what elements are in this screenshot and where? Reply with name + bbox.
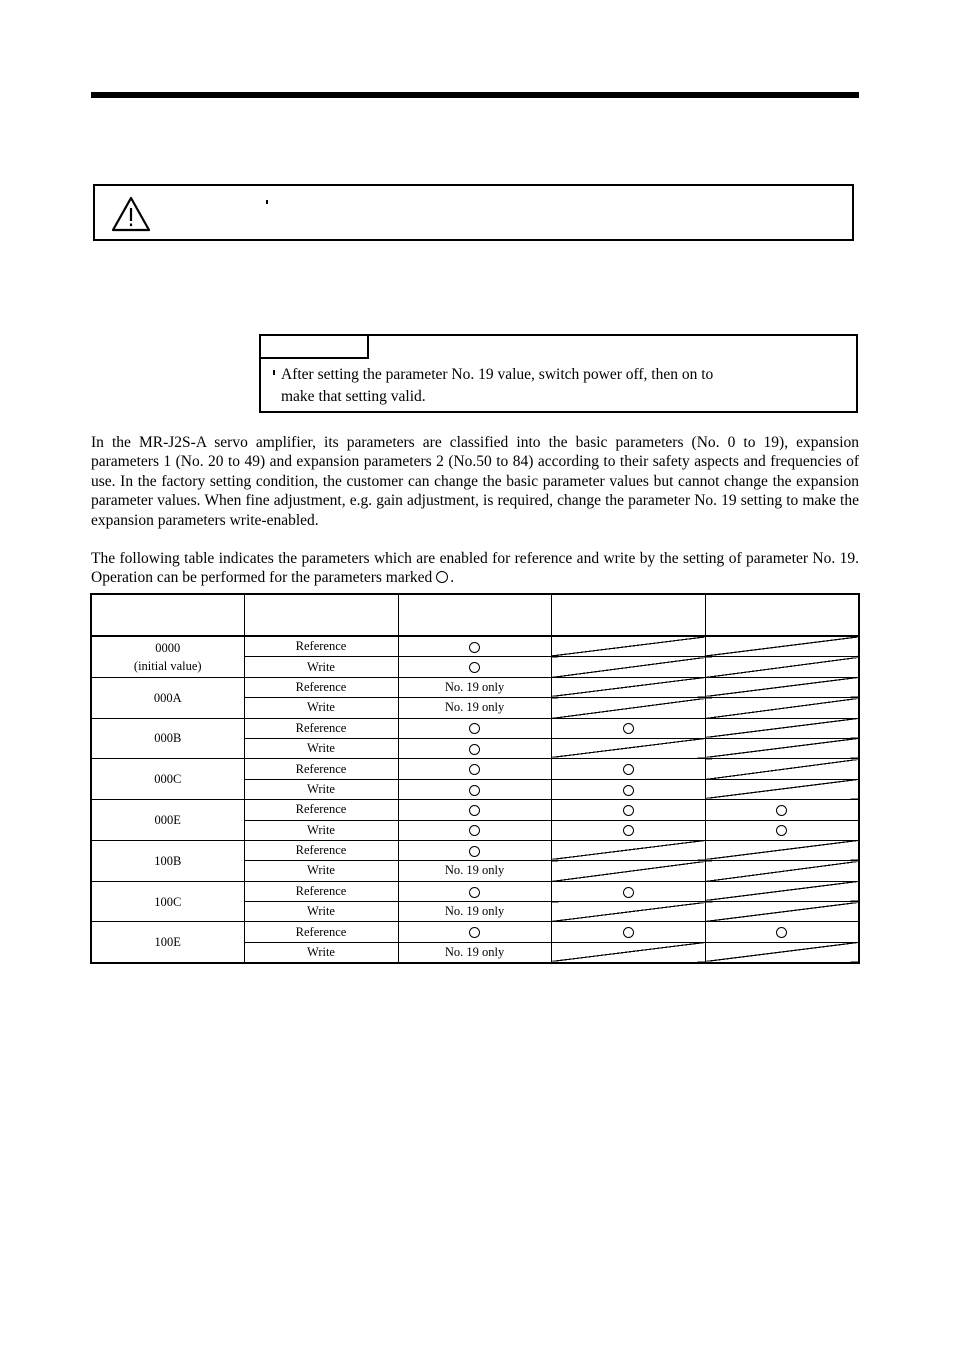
setting-value: 000A [153, 690, 182, 705]
operation-cell: Write [244, 738, 398, 758]
warning-triangle-icon [111, 196, 151, 232]
not-applicable-cell [705, 677, 859, 697]
caution-box [93, 184, 854, 241]
not-applicable-cell [551, 840, 705, 860]
setting-note: (initial value) [133, 658, 202, 673]
circle-mark-icon [469, 805, 480, 816]
table-intro-paragraph [91, 549, 859, 588]
not-applicable-cell [551, 861, 705, 881]
not-applicable-cell [705, 657, 859, 677]
operation-cell: Reference [244, 718, 398, 738]
circle-mark-icon [469, 785, 480, 796]
operation-cell: Write [244, 820, 398, 840]
not-applicable-cell [705, 779, 859, 799]
setting-value-cell [91, 677, 244, 718]
setting-value-cell [91, 800, 244, 841]
setting-value-cell [91, 840, 244, 881]
not-applicable-cell [705, 718, 859, 738]
operation-cell: Reference [244, 881, 398, 901]
circle-mark-icon [469, 825, 480, 836]
circle-mark-icon [623, 805, 634, 816]
enabled-cell [398, 820, 551, 840]
operation-cell: Write [244, 779, 398, 799]
circle-mark-icon [469, 723, 480, 734]
not-applicable-cell [705, 861, 859, 881]
point-bullet [273, 370, 275, 375]
operation-cell: Write [244, 902, 398, 922]
not-applicable-cell [705, 881, 859, 901]
table-row [91, 636, 859, 657]
access-note-cell: No. 19 only [398, 902, 551, 922]
point-note-line2: make that setting valid. [281, 388, 426, 405]
circle-mark-icon [776, 805, 787, 816]
setting-value: 0000 [155, 640, 181, 655]
table-row [91, 718, 859, 738]
enabled-cell [551, 718, 705, 738]
enabled-cell [398, 738, 551, 758]
enabled-cell [551, 779, 705, 799]
operation-cell: Reference [244, 677, 398, 697]
circle-mark-icon [623, 723, 634, 734]
not-applicable-cell [705, 902, 859, 922]
enabled-cell [398, 881, 551, 901]
circle-mark-icon [776, 825, 787, 836]
enabled-cell [551, 922, 705, 942]
circle-mark-icon [623, 764, 634, 775]
circle-mark-icon [436, 571, 448, 583]
enabled-cell [398, 779, 551, 799]
enabled-cell [398, 759, 551, 779]
circle-mark-icon [469, 846, 480, 857]
table-row [91, 840, 859, 860]
table-row [91, 759, 859, 779]
header-cell [551, 594, 705, 636]
enabled-cell [398, 922, 551, 942]
table-row [91, 922, 859, 942]
not-applicable-cell [551, 698, 705, 718]
setting-value: 100C [154, 894, 182, 909]
circle-mark-icon [623, 825, 634, 836]
enabled-cell [551, 881, 705, 901]
enabled-cell [398, 636, 551, 657]
setting-value-cell [91, 718, 244, 759]
setting-value: 000C [154, 772, 182, 787]
not-applicable-cell [705, 636, 859, 657]
enabled-cell [705, 800, 859, 820]
access-note-cell: No. 19 only [398, 677, 551, 697]
operation-cell: Write [244, 861, 398, 881]
circle-mark-icon [469, 642, 480, 653]
not-applicable-cell [551, 636, 705, 657]
point-note-line1: After setting the parameter No. 19 value, switch power off, then on to [281, 366, 714, 383]
point-box [259, 334, 858, 413]
not-applicable-cell [705, 759, 859, 779]
access-note-cell: No. 19 only [398, 861, 551, 881]
enabled-cell [705, 820, 859, 840]
setting-value-cell [91, 759, 244, 800]
top-rule [91, 92, 859, 98]
enabled-cell [398, 840, 551, 860]
operation-cell: Reference [244, 840, 398, 860]
not-applicable-cell [705, 698, 859, 718]
not-applicable-cell [551, 738, 705, 758]
header-cell [398, 594, 551, 636]
header-cell [244, 594, 398, 636]
not-applicable-cell [551, 942, 705, 963]
circle-mark-icon [469, 662, 480, 673]
not-applicable-cell [705, 738, 859, 758]
enabled-cell [398, 718, 551, 738]
access-note-cell: No. 19 only [398, 698, 551, 718]
enabled-cell [551, 820, 705, 840]
circle-mark-icon [623, 887, 634, 898]
operation-cell: Reference [244, 800, 398, 820]
enabled-cell [705, 922, 859, 942]
not-applicable-cell [551, 677, 705, 697]
enabled-cell [398, 800, 551, 820]
point-tab [261, 336, 369, 359]
not-applicable-cell [551, 902, 705, 922]
operation-cell: Write [244, 698, 398, 718]
header-cell [91, 594, 244, 636]
caution-bullet [266, 200, 268, 204]
circle-mark-icon [623, 785, 634, 796]
setting-value: 100E [154, 935, 181, 950]
operation-cell: Reference [244, 922, 398, 942]
table-intro-text: The following table indicates the parameters which are enabled for reference and write by the setting of parameter No. 19. Operation can be performed for the parameters marked [91, 550, 859, 587]
operation-cell: Write [244, 942, 398, 963]
circle-mark-icon [469, 887, 480, 898]
setting-value-cell [91, 881, 244, 922]
circle-mark-icon [623, 927, 634, 938]
table-row [91, 800, 859, 820]
point-note [281, 364, 841, 408]
table-intro-end: . [450, 569, 455, 587]
circle-mark-icon [469, 927, 480, 938]
enabled-cell [398, 657, 551, 677]
not-applicable-cell [705, 840, 859, 860]
setting-value: 000B [154, 731, 182, 746]
intro-paragraph: In the MR-J2S-A servo amplifier, its parameters are classified into the basic parameters (No. 0 to 19), expansion parameters 1 (No. 20 to 49) and expansion parameters 2 (No.50 to 84) according to their safety aspects and frequencies of use. In the factory setting condition, the customer can change the basic parameter values but cannot change the expansion parameter values. When fine adjustment, e.g. gain adjustment, is required, change the parameter No. 19 setting to make the expansion parameters write-enabled. [91, 434, 859, 529]
header-cell [705, 594, 859, 636]
setting-value: 100B [154, 853, 182, 868]
operation-cell: Reference [244, 759, 398, 779]
setting-value: 000E [154, 813, 181, 828]
circle-mark-icon [776, 927, 787, 938]
setting-value-cell [91, 922, 244, 963]
table-row [91, 677, 859, 697]
setting-value-cell [91, 636, 244, 677]
operation-cell: Write [244, 657, 398, 677]
enabled-cell [551, 759, 705, 779]
table-header-row [91, 594, 859, 636]
not-applicable-cell [705, 942, 859, 963]
table-body [91, 636, 859, 963]
table-row [91, 881, 859, 901]
enabled-cell [551, 800, 705, 820]
parameter-access-table [90, 593, 860, 964]
circle-mark-icon [469, 744, 480, 755]
operation-cell: Reference [244, 636, 398, 657]
access-note-cell: No. 19 only [398, 942, 551, 963]
not-applicable-cell [551, 657, 705, 677]
circle-mark-icon [469, 764, 480, 775]
